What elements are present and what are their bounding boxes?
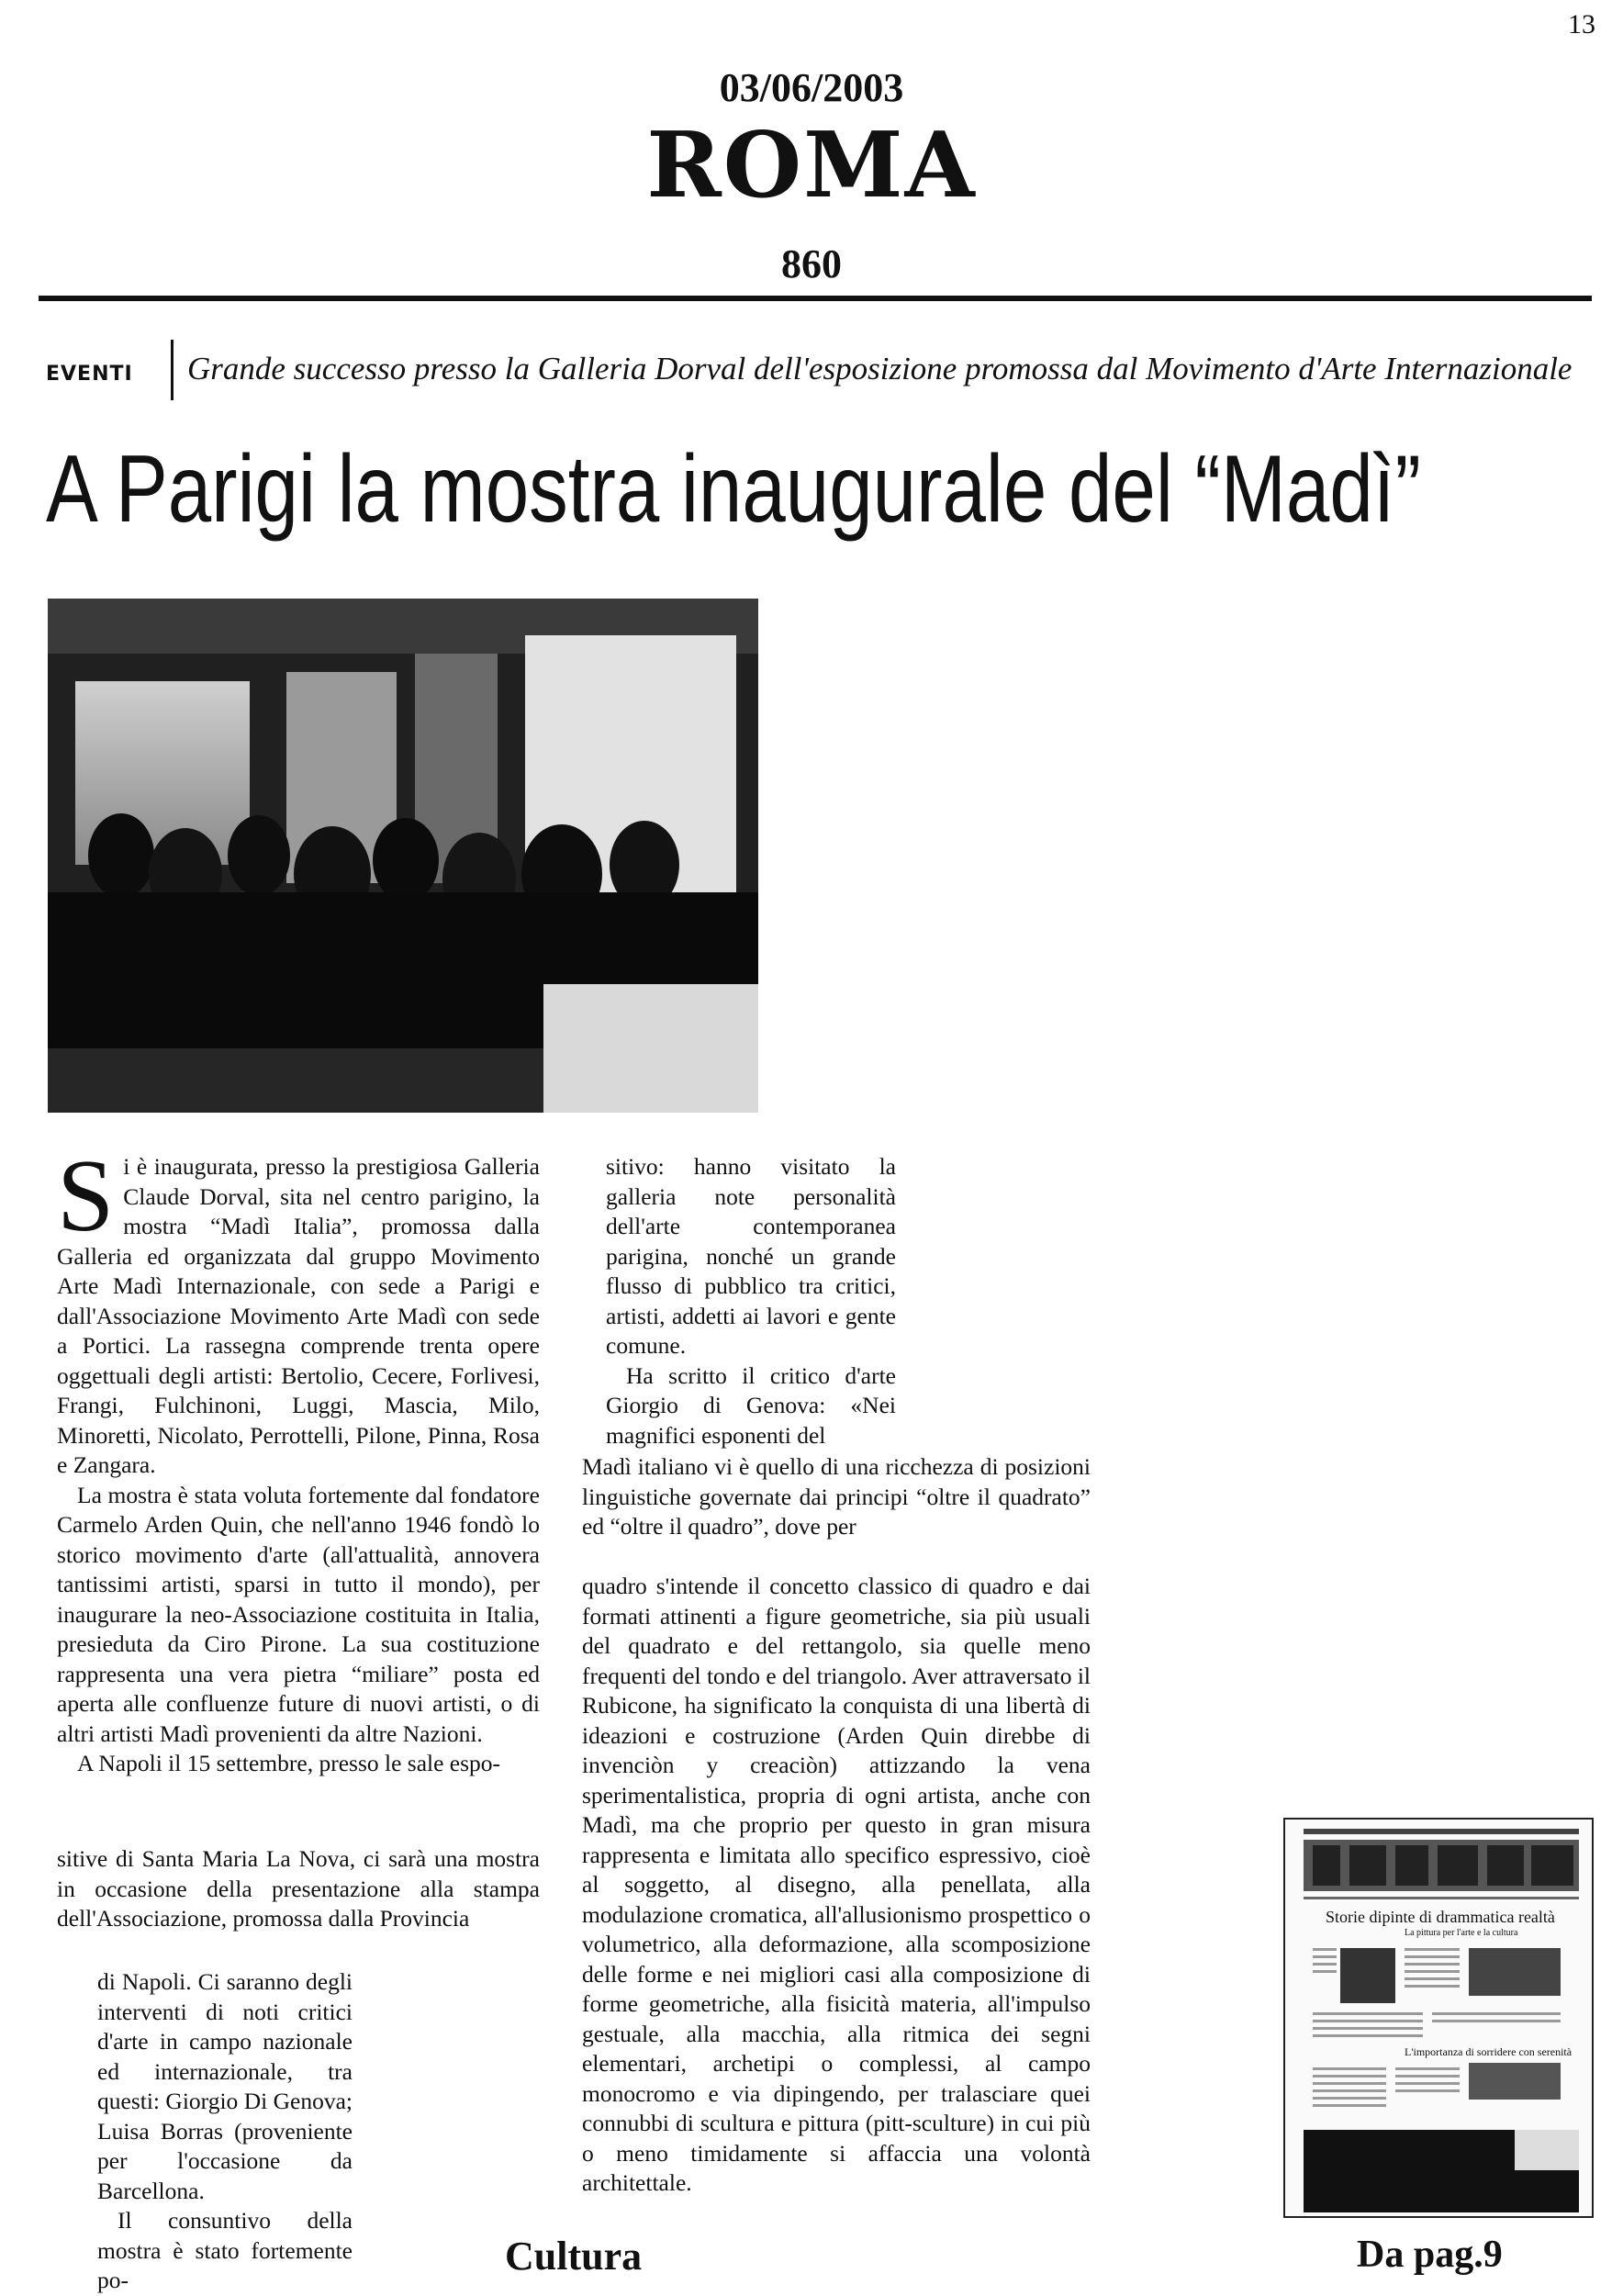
article-headline: A Parigi la mostra inaugurale del “Madì” [46,436,1421,543]
col1-paragraph-4: sitive di Santa Maria La Nova, ci sarà una mostra in occasione della presentazione alla stampa dell'Associazione, promossa dalla Provincia [57,1845,540,1932]
masthead-date: 03/06/2003 [719,65,904,110]
article-column-1-part-1 [57,1139,540,1779]
article-column-2-part-2 [582,1452,1091,1542]
article-column-2-part-1 [606,1152,896,1450]
col1-paragraph-2: La mostra è stata voluta fortemente dal fondatore Carmelo Arden Quin, che nell'anno 1946 fondò lo storico movimento d'arte (all'attualità, annovera tantissimi artisti, sparsi in tutto il mondo), per inaugurare la neo-Associazione costituita in Italia, presieduta da Ciro Pirone. La sua costituzione rappresenta una vera pietra “miliare” posta ed aperta alle confluenze future di nuovi artisti, o di altri artisti Madì provenienti da altre Nazioni. [57,1481,540,1747]
col2-paragraph-1: sitivo: hanno visitato la galleria note personalità dell'arte contemporanea parigina, nonché un grande flusso di pubblico tra critici, artisti, addetti ai lavori e gente comune. [606,1153,896,1359]
thumbnail-subheadline-1: La pittura per l'arte e la cultura [1405,1928,1518,1938]
drop-cap: S [57,1139,115,1253]
gallery-crowd-image [48,599,758,1113]
col2-paragraph-2: Ha scritto il critico d'arte Giorgio di Genova: «Nei magnifici esponenti del [606,1361,896,1449]
newspaper-page-thumbnail [1283,1818,1594,2218]
col1-paragraph-5: di Napoli. Ci saranno degli interventi di noti critici d'arte in campo nazionale ed internazionale, tra questi: Giorgio Di Genova; Luisa Borras (proveniente per l'occasione da Barcellona. [97,1968,353,2204]
article-photo [48,599,758,1113]
thumbnail-headline: Storie dipinte di drammatica realtà [1326,1908,1555,1926]
kicker-label: EVENTI [46,363,133,386]
article-column-2-part-3 [582,1572,1091,2199]
top-divider [39,296,1592,301]
thumbnail-layout-image [1285,1820,1592,2216]
col1-paragraph-6: Il consuntivo della mostra è stato fortemente po- [97,2207,353,2293]
article-column-1-part-3 [97,1967,353,2296]
article-column-1-part-2 [57,1844,540,1934]
page-number: 13 [1568,9,1595,39]
col2-paragraph-3: Madì italiano vi è quello di una ricchezza di posizioni linguistiche governate dai principi “oltre il quadrato” ed “oltre il quadro”, dove per [582,1453,1091,1540]
masthead-paper-name: ROMA [646,113,977,218]
kicker-divider [171,340,173,400]
masthead-issue: 860 [781,241,842,286]
col2-paragraph-4: quadro s'intende il concetto classico di quadro e dai formati attinenti a figure geometriche, sia più usuali del quadrato e del rettangolo, sia quelle meno frequenti del tondo e del triangolo. Aver attraversato il Rubicone, ha significato la conquista di una libertà di ideazioni e costruzione (Arden Quin direbbe di invenciòn y creaciòn) attizzando la vena sperimentalistica, propria di ogni artista, anche con Madì, ma che proprio per questo in gran misura rappresenta e limitata allo specifico espressivo, cioè al soggetto, al disegno, alla penellata, alla modulazione cromatica, all'allusionismo prospettico o volumetrico, alla deformazione, alla scomposizione delle forme e nei migliori casi alla composizione di forme geometriche, alla fisicità materia, all'impulso gestuale, alla macchia, alla ritmica dei segni elementari, archetipi o complessi, al campo monocromo e via dipingendo, per tralasciare quei connubbi di scultura e pittura (pitt-sculture) in cui più o meno timidamente si affaccia una volontà architettale. [582,1573,1091,2196]
col1-paragraph-1: i è inaugurata, presso la prestigiosa Galleria Claude Dorval, sita nel centro parigino, la mostra “Madì Italia”, promossa dalla Galleria ed organizzata dal gruppo Movimento Arte Madì Internazionale, con sede a Parigi e dall'Associazione Movimento Arte Madì con sede a Portici. La rassegna comprende trenta opere oggettuali degli artisti: Bertolio, Cecere, Forlivesi, Frangi, Fulchinoni, Luggi, Mascia, Milo, Minoretti, Nicolato, Perrottelli, Pilone, Pinna, Rosa e Zangara. [57,1153,540,1478]
col1-paragraph-3: A Napoli il 15 settembre, presso le sale espo- [77,1750,501,1776]
footer-from-page: Da pag.9 [1357,2234,1503,2276]
kicker-text: Grande successo presso la Galleria Dorval dell'esposizione promossa dal Movimento d'Arte Internazionale [187,351,1573,386]
footer-section: Cultura [505,2234,643,2279]
thumbnail-subheadline-2: L'importanza di sorridere con serenità [1405,2045,1573,2058]
